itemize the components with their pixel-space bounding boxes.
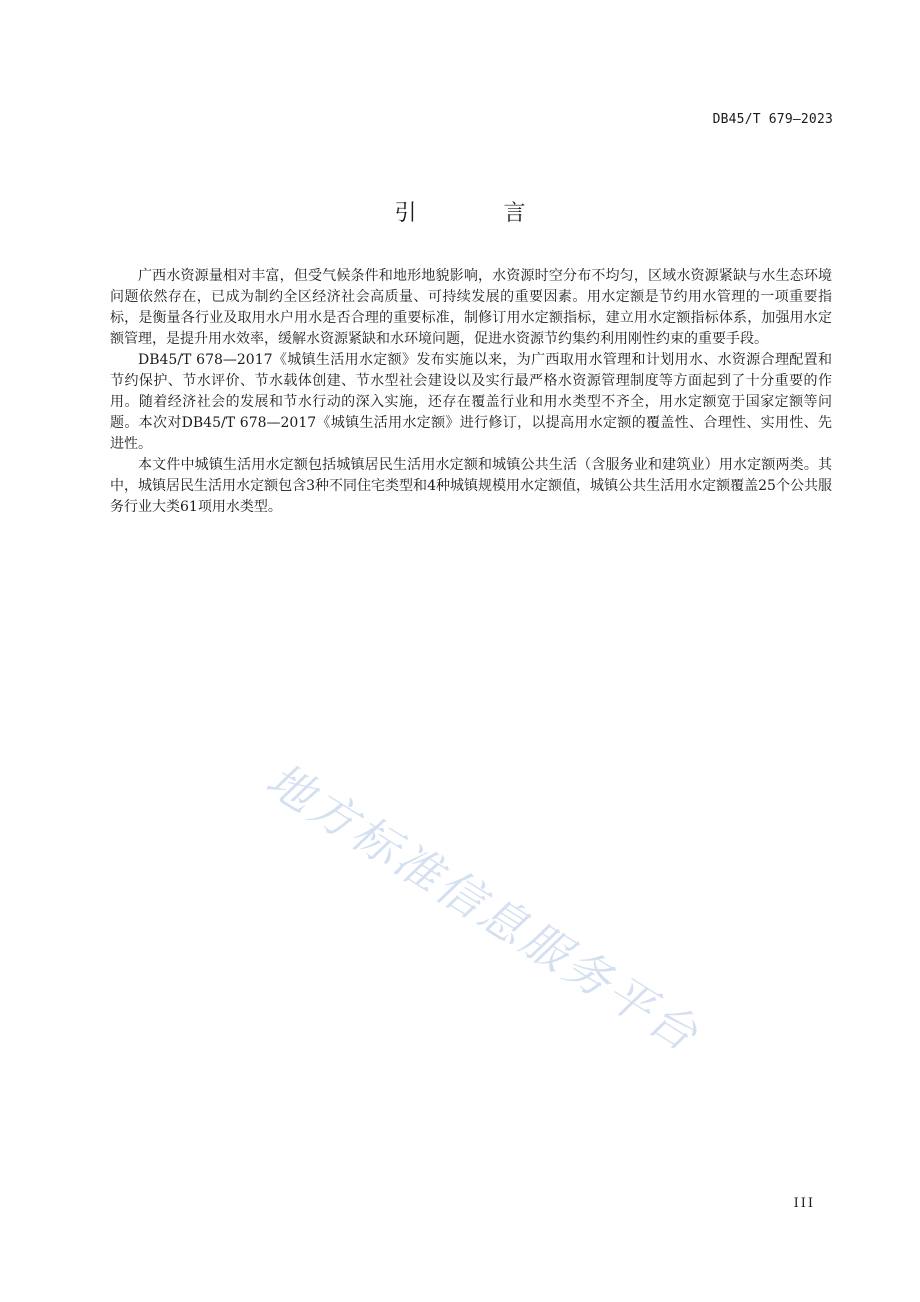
page-number: III — [793, 1196, 815, 1211]
paragraph: 本文件中城镇生活用水定额包括城镇居民生活用水定额和城镇公共生活（含服务业和建筑业）用水定额两类。其中，城镇居民生活用水定额包含3种不同住宅类型和4种城镇规模用水定额值，城镇公共生活用水定额覆盖25个公共服务行业大类61项用水类型。 — [110, 457, 832, 515]
body-text — [110, 266, 832, 518]
watermark: 地方标准信息服务平台 — [257, 752, 710, 1063]
paragraph: DB45/T 678—2017《城镇生活用水定额》发布实施以来，为广西取用水管理和计划用水、水资源合理配置和节约保护、节水评价、节水载体创建、节水型社会建设以及实行最严格水资源管理制度等方面起到了十分重要的作用。随着经济社会的发展和节水行动的深入实施，还存在覆盖行业和用水类型不齐全，用水定额宽于国家定额等问题。本次对DB45/T 678—2017《城镇生活用水定额》进行修订，以提高用水定额的覆盖性、合理性、实用性、先进性。 — [110, 352, 832, 452]
paragraph: 广西水资源量相对丰富，但受气候条件和地形地貌影响，水资源时空分布不均匀，区域水资源紧缺与水生态环境问题依然存在，已成为制约全区经济社会高质量、可持续发展的重要因素。用水定额是节约用水管理的一项重要指标，是衡量各行业及取用水户用水是否合理的重要标准，制修订用水定额指标，建立用水定额指标体系，加强用水定额管理，是提升用水效率，缓解水资源紧缺和水环境问题，促进水资源节约集约利用刚性约束的重要手段。 — [110, 268, 832, 347]
document-code: DB45/T 679—2023 — [712, 112, 833, 127]
section-title: 引 言 — [394, 201, 566, 226]
